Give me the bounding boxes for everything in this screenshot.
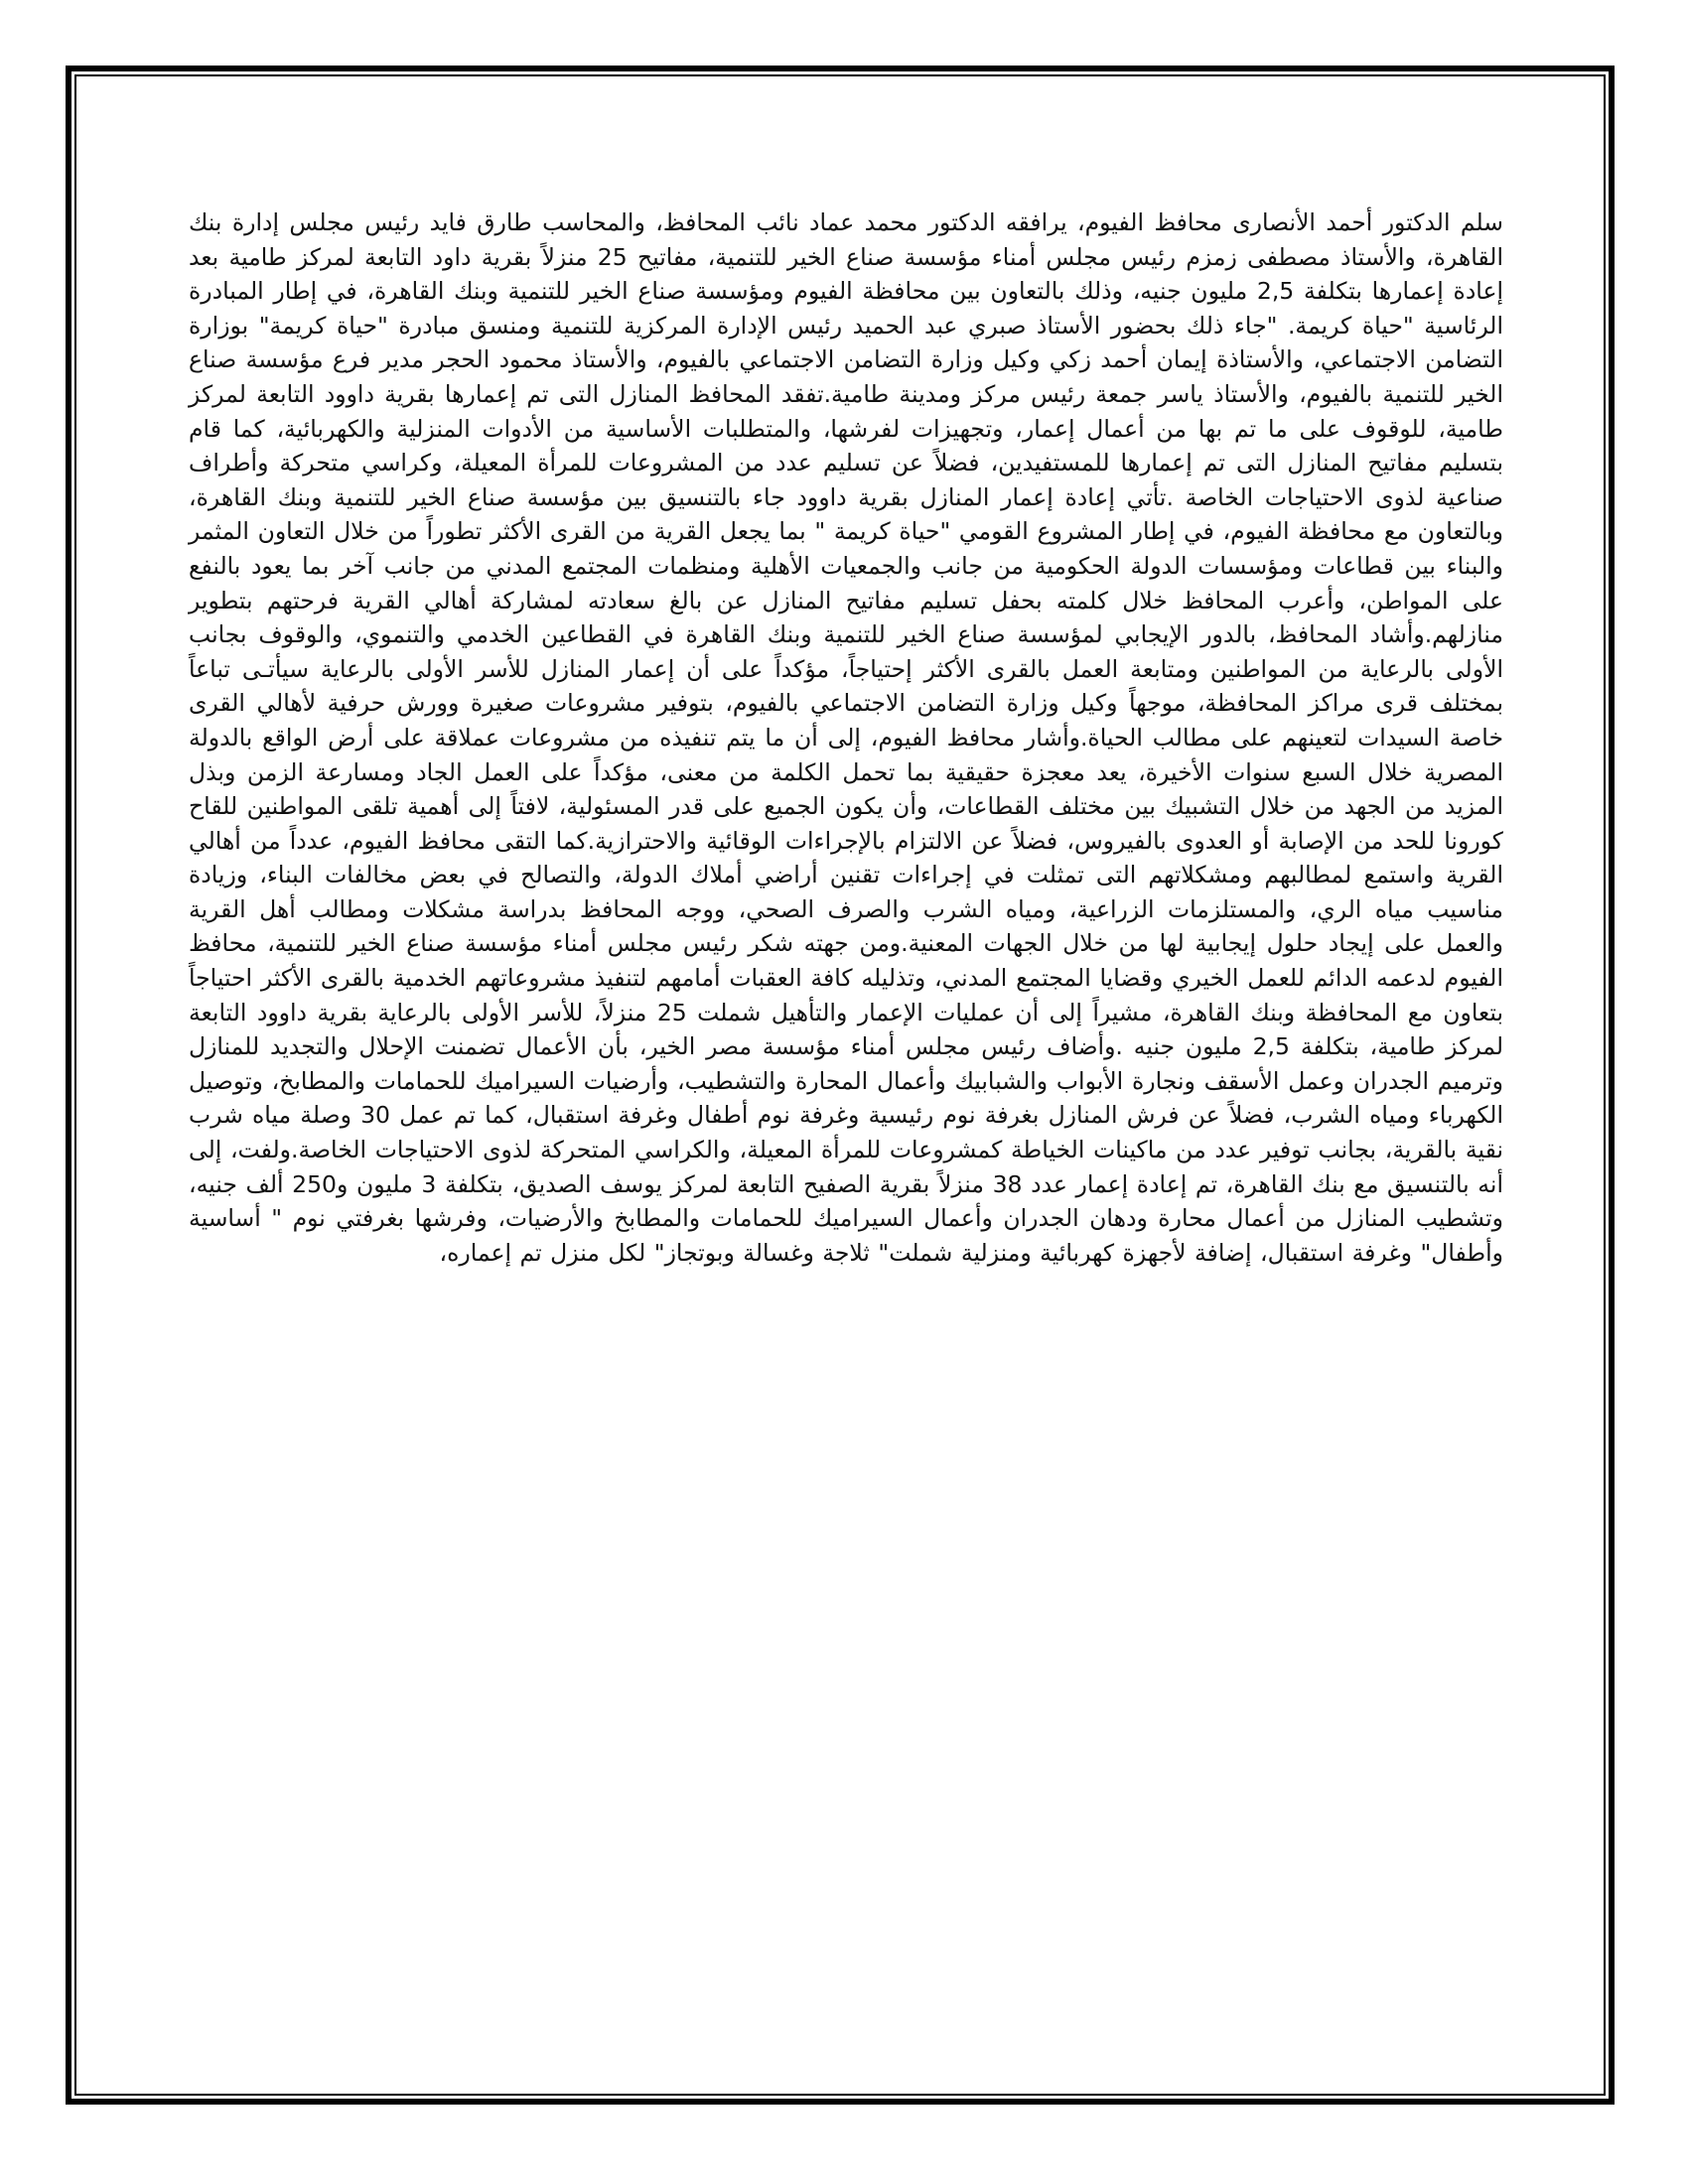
article-body-text: سلم الدكتور أحمد الأنصارى محافظ الفيوم، يرافقه الدكتور محمد عماد نائب المحافظ، والمحاسب طارق فايد رئيس مجلس إدارة بنك القاهرة، والأستاذ مصطفى زمزم رئيس مجلس أمناء مؤسسة صناع الخير للتنمية، مفاتيح 25 منزلاً بقرية داود التابعة لمركز طامية بعد إعادة إعمارها بتكلفة 2,5 مليون جنيه، وذلك بالتعاون بين محافظة الفيوم ومؤسسة صناع الخير للتنمية وبنك القاهرة، في إطار المبادرة الرئاسية "حياة كريمة. "جاء ذلك بحضور الأستاذ صبري عبد الحميد رئيس الإدارة المركزية للتنمية ومنسق مبادرة "حياة كريمة" بوزارة التضامن الاجتماعي، والأستاذة إيمان أحمد زكي وكيل وزارة التضامن الاجتماعي بالفيوم، والأستاذ محمود الحجر مدير فرع مؤسسة صناع الخير للتنمية بالفيوم، والأستاذ ياسر جمعة رئيس مركز ومدينة طامية.تفقد المحافظ المنازل التى تم إعمارها بقرية داوود التابعة لمركز طامية، للوقوف على ما تم بها من أعمال إعمار، وتجهيزات لفرشها، والمتطلبات الأساسية من الأدوات المنزلية والكهربائية، كما قام بتسليم مفاتيح المنازل التى تم إعمارها للمستفيدين، فضلاً عن تسليم عدد من المشروعات للمرأة المعيلة، وكراسي متحركة وأطراف صناعية لذوى الاحتياجات الخاصة .تأتي إعادة إعمار المنازل بقرية داوود جاء بالتنسيق بين مؤسسة صناع الخير للتنمية وبنك القاهرة، وبالتعاون مع محافظة الفيوم، في إطار المشروع القومي "حياة كريمة " بما يجعل القرية من القرى الأكثر تطوراً من خلال التعاون المثمر والبناء بين قطاعات ومؤسسات الدولة الحكومية من جانب والجمعيات الأهلية ومنظمات المجتمع المدني من جانب آخر بما يعود بالنفع على المواطن، وأعرب المحافظ خلال كلمته بحفل تسليم مفاتيح المنازل عن بالغ سعادته لمشاركة أهالي القرية فرحتهم بتطوير منازلهم.وأشاد المحافظ، بالدور الإيجابي لمؤسسة صناع الخير للتنمية وبنك القاهرة في القطاعين الخدمي والتنموي، والوقوف بجانب الأولى بالرعاية من المواطنين ومتابعة العمل بالقرى الأكثر إحتياجاً، مؤكداً على أن إعمار المنازل للأسر الأولى بالرعاية سيأتـى تباعاً بمختلف قرى مراكز المحافظة، موجهاً وكيل وزارة التضامن الاجتماعي بالفيوم، بتوفير مشروعات صغيرة وورش حرفية لأهالي القرى خاصة السيدات لتعينهم على مطالب الحياة.وأشار محافظ الفيوم، إلى أن ما يتم تنفيذه من مشروعات عملاقة على أرض الواقع بالدولة المصرية خلال السبع سنوات الأخيرة، يعد معجزة حقيقية بما تحمل الكلمة من معنى، مؤكداً على العمل الجاد ومسارعة الزمن وبذل المزيد من الجهد من خلال التشبيك بين مختلف القطاعات، وأن يكون الجميع على قدر المسئولية، لافتاً إلى أهمية تلقى المواطنين للقاح كورونا للحد من الإصابة أو العدوى بالفيروس، فضلاً عن الالتزام بالإجراءات الوقائية والاحترازية.كما التقى محافظ الفيوم، عدداً من أهالي القرية واستمع لمطالبهم ومشكلاتهم التى تمثلت في إجراءات تقنين أراضي أملاك الدولة، والتصالح في بعض مخالفات البناء، وزيادة مناسيب مياه الري، والمستلزمات الزراعية، ومياه الشرب والصرف الصحي، ووجه المحافظ بدراسة مشكلات ومطالب أهل القرية والعمل على إيجاد حلول إيجابية لها من خلال الجهات المعنية.ومن جهته شكر رئيس مجلس أمناء مؤسسة صناع الخير للتنمية، محافظ الفيوم لدعمه الدائم للعمل الخيري وقضايا المجتمع المدني، وتذليله كافة العقبات أمامهم لتنفيذ مشروعاتهم الخدمية بالقرى الأكثر احتياجاً بتعاون مع المحافظة وبنك القاهرة، مشيراً إلى أن عمليات الإعمار والتأهيل شملت 25 منزلاً، للأسر الأولى بالرعاية بقرية داوود التابعة لمركز طامية، بتكلفة 2,5 مليون جنيه .وأضاف رئيس مجلس أمناء مؤسسة مصر الخير، بأن الأعمال تضمنت الإحلال والتجديد للمنازل وترميم الجدران وعمل الأسقف ونجارة الأبواب والشبابيك وأعمال المحارة والتشطيب، وأرضيات السيراميك للحمامات والمطابخ، وتوصيل الكهرباء ومياه الشرب، فضلاً عن فرش المنازل بغرفة نوم رئيسية وغرفة نوم أطفال وغرفة استقبال، كما تم عمل 30 وصلة مياه شرب نقية بالقرية، بجانب توفير عدد من ماكينات الخياطة كمشروعات للمرأة المعيلة، والكراسي المتحركة لذوى الاحتياجات الخاصة.ولفت، إلى أنه بالتنسيق مع بنك القاهرة، تم إعادة إعمار عدد 38 منزلاً بقرية الصفيح التابعة لمركز يوسف الصديق، بتكلفة 3 مليون و250 ألف جنيه، وتشطيب المنازل من أعمال محارة ودهان الجدران وأعمال السيراميك للحمامات والمطابخ والأرضيات، وفرشها بغرفتي نوم " أساسية وأطفال" وغرفة استقبال، إضافة لأجهزة كهربائية ومنزلية شملت" ثلاجة وغسالة وبوتجاز" لكل منزل تم إعماره، (189, 208, 1503, 1267)
